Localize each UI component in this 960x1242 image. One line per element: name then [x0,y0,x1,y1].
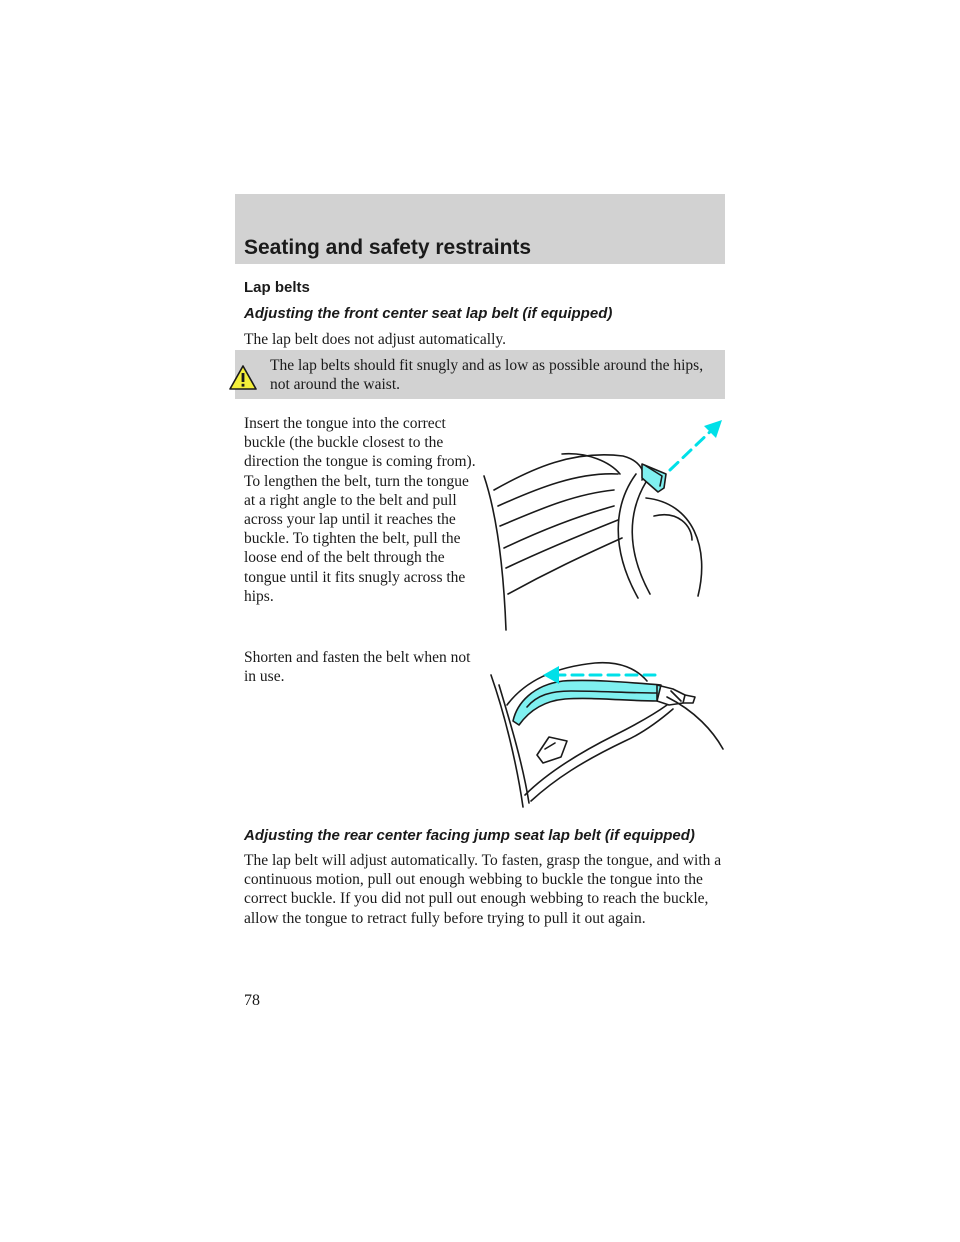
shorten-belt-paragraph: Shorten and fasten the belt when not in use. [244,649,471,686]
page-title: Seating and safety restraints [244,236,532,259]
warning-text: The lap belts should fit snugly and as low as possible around the hips, not around the waist. [270,357,704,393]
front-lap-belt-illustration [478,408,728,638]
stowed-belt-illustration [485,645,730,810]
front-seat-subheading: Adjusting the front center seat lap belt (if equipped) [244,305,613,322]
section-heading: Lap belts [244,279,310,296]
insert-tongue-paragraph: Insert the tongue into the correct buckle (the buckle closest to the direction the tongue is coming from). To lengthen the belt, turn the tongue at a right angle to the belt and pull across your lap until it reaches the buckle. To tighten the belt, pull the loose end of the belt through the tongue until it fits snugly across the hips. [244,415,476,605]
no-adjust-paragraph: The lap belt does not adjust automatically. [244,331,506,348]
rear-seat-subheading: Adjusting the rear center facing jump seat lap belt (if equipped) [244,827,695,844]
page-number: 78 [244,992,260,1009]
warning-icon [228,364,258,391]
rear-seat-paragraph: The lap belt will adjust automatically. To fasten, grasp the tongue, and with a continuous motion, pull out enough webbing to buckle the tongue into the correct buckle. If you did not pull out enough webbing to reach the buckle, allow the tongue to retract fully before trying to pull it out again. [244,852,722,927]
